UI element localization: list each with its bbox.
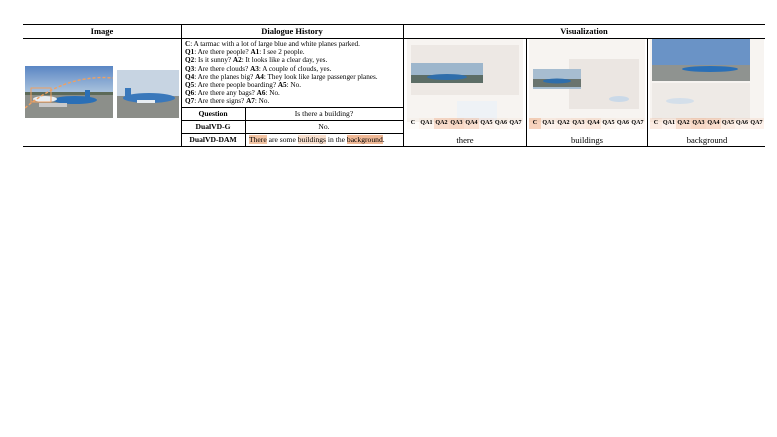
qa-cell: QA3 bbox=[691, 118, 706, 129]
dualvd-g-label: DualVD-G bbox=[195, 122, 231, 131]
qa-cell: QA6 bbox=[494, 118, 508, 129]
qa-cell: QA7 bbox=[630, 118, 645, 129]
header-visualization: Visualization bbox=[560, 26, 608, 36]
qa-cell: C bbox=[407, 118, 419, 129]
qa-cell: QA4 bbox=[706, 118, 721, 129]
qa-cell: QA4 bbox=[464, 118, 479, 129]
qa-cell: QA7 bbox=[749, 118, 764, 129]
qa-cell: QA1 bbox=[662, 118, 676, 129]
header-image: Image bbox=[90, 26, 114, 36]
word-there: There bbox=[249, 135, 267, 144]
qa-cell: QA2 bbox=[434, 118, 449, 129]
qa-cell: QA6 bbox=[735, 118, 749, 129]
word-buildings: buildings bbox=[297, 135, 326, 144]
col-divider-2 bbox=[403, 24, 404, 146]
qa-cell: QA6 bbox=[616, 118, 630, 129]
question-text: Is there a building? bbox=[294, 109, 354, 118]
qa-line-3: Q3: Are there clouds? A3: A couple of clouds, yes. bbox=[185, 64, 332, 73]
qa-line-7: Q7: Are there signs? A7: No. bbox=[185, 97, 270, 106]
qa-cell: QA2 bbox=[676, 118, 691, 129]
figure-table bbox=[23, 24, 765, 147]
viz-divider-1 bbox=[526, 39, 527, 146]
viz-panel-there bbox=[407, 39, 523, 122]
word-background: background bbox=[346, 135, 383, 144]
panel-word-buildings: buildings bbox=[571, 135, 603, 145]
qa-cell: QA1 bbox=[541, 118, 556, 129]
qa-cell: QA1 bbox=[419, 118, 434, 129]
viz-panel-background bbox=[650, 39, 764, 122]
main-airport-image bbox=[25, 66, 113, 118]
qa-cell: QA2 bbox=[556, 118, 571, 129]
header-dialogue: Dialogue History bbox=[261, 26, 323, 36]
panel-word-there: there bbox=[456, 135, 474, 145]
qa-cell: QA7 bbox=[508, 118, 523, 129]
dualvd-dam-answer: There are some buildings in the background. bbox=[249, 135, 385, 144]
qa-cell: QA5 bbox=[479, 118, 494, 129]
qa-cell: QA3 bbox=[449, 118, 464, 129]
panel-word-background: background bbox=[686, 135, 728, 145]
dialogue-history bbox=[185, 40, 403, 106]
qa-line-2: Q2: Is it sunny? A2: It looks like a clear day, yes. bbox=[185, 56, 328, 65]
qa-line-6: Q6: Are there any bags? A6: No. bbox=[185, 89, 280, 98]
caption-line: C: A tarmac with a lot of large blue and white planes parked. bbox=[185, 40, 360, 48]
qa-cell: QA5 bbox=[601, 118, 616, 129]
qa-cell: QA4 bbox=[586, 118, 601, 129]
qa-strip-background bbox=[650, 118, 764, 129]
dualvd-dam-label: DualVD-DAM bbox=[189, 135, 237, 144]
qa-line-4: Q4: Are the planes big? A4: They look like large passenger planes. bbox=[185, 72, 378, 81]
qa-cell: C bbox=[529, 118, 541, 129]
second-airport-image bbox=[117, 70, 179, 118]
qa-cell: QA5 bbox=[721, 118, 735, 129]
qa-line-1: Q1: Are there people? A1: I see 2 people. bbox=[185, 48, 305, 57]
qa-cell: QA3 bbox=[571, 118, 586, 129]
viz-divider-2 bbox=[647, 39, 648, 146]
bottom-rule bbox=[23, 146, 765, 147]
viz-panel-buildings bbox=[529, 39, 645, 122]
qa-cell: C bbox=[650, 118, 662, 129]
qa-line-5: Q5: Are there people boarding? A5: No. bbox=[185, 81, 301, 90]
dualvd-g-answer: No. bbox=[318, 122, 330, 131]
qa-strip-there bbox=[407, 118, 523, 129]
qa-strip-buildings bbox=[529, 118, 645, 129]
question-label: Question bbox=[198, 109, 228, 118]
